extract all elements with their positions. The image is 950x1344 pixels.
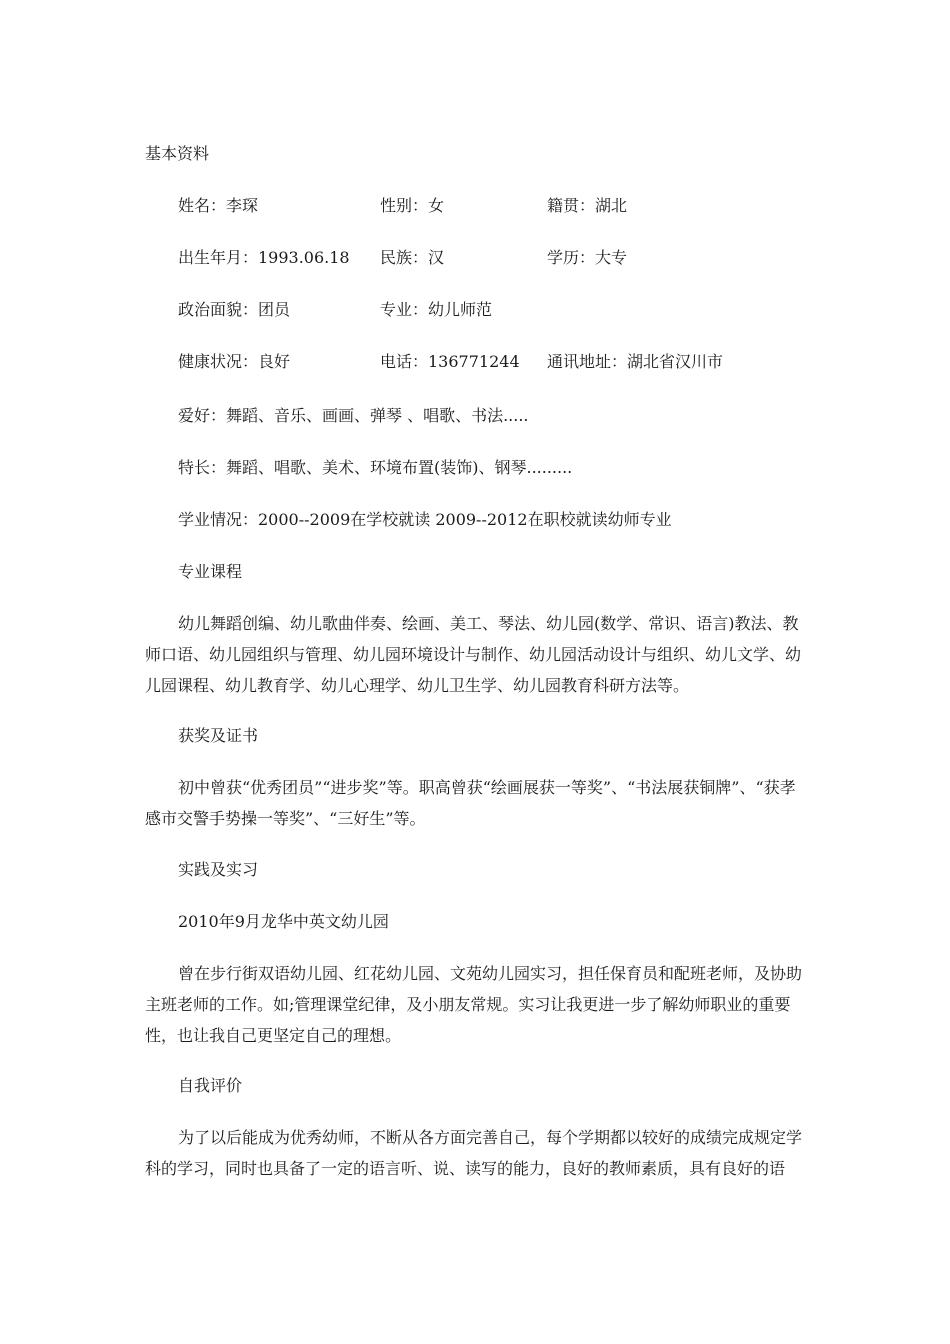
info-major: 专业：幼儿师范 [380, 300, 493, 319]
info-skills: 特长：舞蹈、唱歌、美术、环境布置(装饰)、钢琴......... [178, 458, 573, 477]
info-name: 姓名：李琛 [178, 196, 259, 215]
self-paragraph: 为了以后能成为优秀幼师，不断从各方面完善自己，每个学期都以较好的成绩完成规定学科的学习，同时也具备了一定的语言听、说、读写的能力，良好的教师素质，具有良好的语 [145, 1128, 803, 1178]
section-heading-awards: 获奖及证书 [178, 726, 259, 745]
info-study: 学业情况：2000--2009在学校就读 2009--2012在职校就读幼师专业 [178, 510, 672, 529]
info-health: 健康状况：良好 [178, 352, 291, 371]
practice-title: 2010年9月龙华中英文幼儿园 [178, 912, 389, 931]
info-phone: 电话：136771244 [380, 352, 520, 371]
info-politics: 政治面貌：团员 [178, 300, 291, 319]
section-heading-basic: 基本资料 [145, 144, 210, 163]
info-birth: 出生年月：1993.06.18 [178, 248, 350, 267]
section-heading-courses: 专业课程 [178, 562, 243, 581]
awards-paragraph: 初中曾获“优秀团员”“进步奖”等。职高曾获“绘画展获一等奖”、“书法展获铜牌”、“获孝感市交警手势操一等奖”、“三好生”等。 [145, 778, 796, 828]
practice-paragraph: 曾在步行街双语幼儿园、红花幼儿园、文苑幼儿园实习，担任保育员和配班老师，及协助主班老师的工作。如;管理课堂纪律，及小朋友常规。实习让我更进一步了解幼师职业的重要性，也让我自己更坚定自己的理想。 [145, 964, 803, 1045]
info-native: 籍贯：湖北 [547, 196, 628, 215]
section-heading-practice: 实践及实习 [178, 860, 259, 879]
courses-paragraph: 幼儿舞蹈创编、幼儿歌曲伴奏、绘画、美工、琴法、幼儿园(数学、常识、语言)教法、教师口语、幼儿园组织与管理、幼儿园环境设计与制作、幼儿园活动设计与组织、幼儿文学、幼儿园课程、幼儿教育学、幼儿心理学、幼儿卫生学、幼儿园教育科研方法等。 [145, 614, 802, 695]
section-heading-self: 自我评价 [178, 1076, 243, 1095]
info-hobbies: 爱好：舞蹈、音乐、画画、弹琴 、唱歌、书法..... [178, 406, 529, 425]
info-ethnic: 民族：汉 [380, 248, 445, 267]
info-education: 学历：大专 [547, 248, 628, 267]
info-gender: 性别：女 [380, 196, 445, 215]
info-address: 通讯地址：湖北省汉川市 [547, 352, 724, 371]
